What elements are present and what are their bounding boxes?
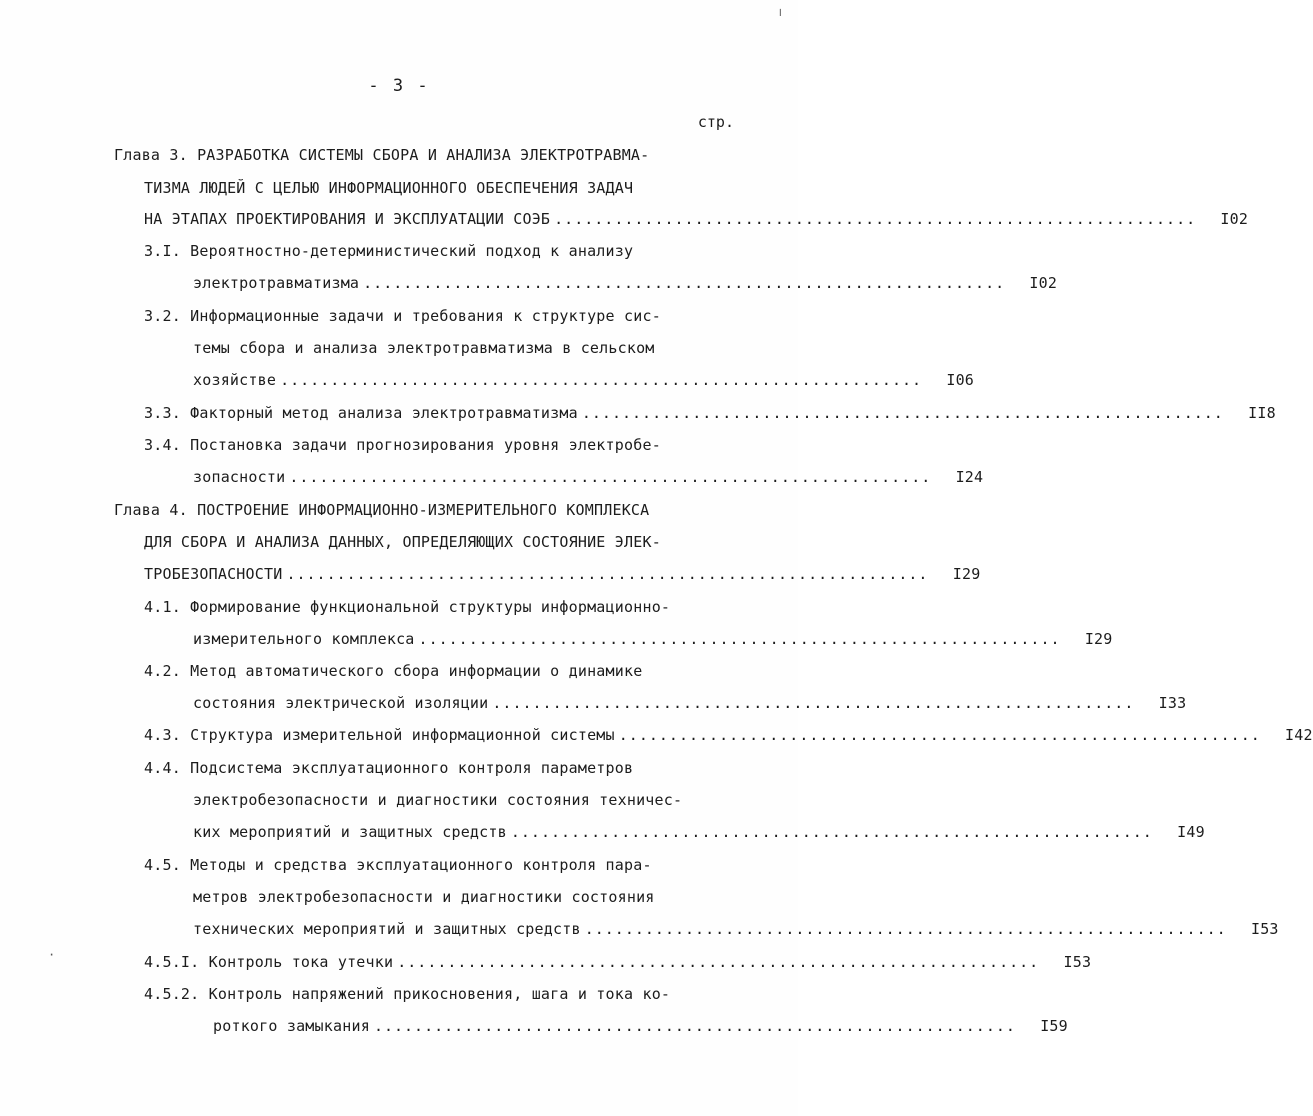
toc-text: темы сбора и анализа электротравматизма в сельском xyxy=(193,339,655,357)
toc-line-section-3-2 xyxy=(144,305,734,327)
toc-text: НА ЭТАПАХ ПРОЕКТИРОВАНИЯ И ЭКСПЛУАТАЦИИ СОЭБ xyxy=(144,210,551,228)
page-column-header: стр. xyxy=(697,113,734,131)
toc-page-number: I02 xyxy=(1029,274,1058,292)
toc-text: электробезопасности и диагностики состояния техничес- xyxy=(193,791,683,809)
toc-line-section-4-1 xyxy=(144,596,734,618)
toc-page-number: I29 xyxy=(952,565,981,583)
toc-line-section-4-5-1 xyxy=(144,951,1092,973)
toc-line xyxy=(144,531,734,553)
toc-leader-dots: ................................................................ xyxy=(618,726,1261,744)
toc-line-section-4-5-2 xyxy=(144,983,734,1005)
toc-line-chapter-4-title xyxy=(114,499,734,521)
toc-line-section-3-3 xyxy=(144,402,1276,424)
toc-text: 4.3. Структура измерительной информационной системы xyxy=(144,726,615,744)
toc-line xyxy=(193,272,1058,294)
toc-text: 3.3. Факторный метод анализа электротравматизма xyxy=(144,404,578,422)
toc-line xyxy=(193,628,1113,650)
toc-line-section-4-2 xyxy=(144,660,734,682)
toc-text: ДЛЯ СБОРА И АНАЛИЗА ДАННЫХ, ОПРЕДЕЛЯЮЩИХ СОСТОЯНИЕ ЭЛЕК- xyxy=(144,533,661,551)
toc-leader-dots: ................................................................ xyxy=(581,404,1224,422)
toc-text: электротравматизма xyxy=(193,274,360,292)
toc-text: ких мероприятий и защитных средств xyxy=(193,823,507,841)
toc-line xyxy=(144,208,1249,230)
toc-text: состояния электрической изоляции xyxy=(193,694,489,712)
toc-leader-dots: ................................................................ xyxy=(554,210,1197,228)
toc-page-number: I49 xyxy=(1177,823,1205,841)
toc-page-number: I33 xyxy=(1158,694,1187,712)
toc-leader-dots: ................................................................ xyxy=(373,1017,1016,1035)
toc-text: 3.I. Вероятностно-детерминистический подход к анализу xyxy=(144,242,634,260)
toc-leader-dots: ................................................................ xyxy=(397,953,1040,971)
toc-leader-dots: ................................................................ xyxy=(584,920,1227,938)
toc-line xyxy=(193,692,1187,714)
toc-text: 4.1. Формирование функциональной структуры информационно- xyxy=(144,598,671,616)
toc-line-section-4-3 xyxy=(144,724,1313,746)
toc-text: измерительного комплекса xyxy=(193,630,415,648)
toc-line xyxy=(193,337,734,359)
toc-text: 4.4. Подсистема эксплуатационного контроля параметров xyxy=(144,759,634,777)
toc-text: 3.4. Постановка задачи прогнозирования уровня электробе- xyxy=(144,436,661,454)
toc-line xyxy=(193,466,984,488)
toc-line xyxy=(193,821,1205,843)
toc-text: 4.2. Метод автоматического сбора информации о динамике xyxy=(144,662,643,680)
toc-text: Глава 4. ПОСТРОЕНИЕ ИНФОРМАЦИОННО-ИЗМЕРИТЕЛЬНОГО КОМПЛЕКСА xyxy=(114,501,650,519)
toc-text: 4.5. Методы и средства эксплуатационного контроля пара- xyxy=(144,856,652,874)
toc-text: 3.2. Информационные задачи и требования к структуре сис- xyxy=(144,307,661,325)
toc-text: метров электробезопасности и диагностики состояния xyxy=(193,888,655,906)
toc-line xyxy=(193,918,1279,940)
toc-leader-dots: ................................................................ xyxy=(286,565,929,583)
toc-leader-dots: ................................................................ xyxy=(510,823,1153,841)
toc-line xyxy=(193,886,734,908)
toc-leader-dots: ................................................................ xyxy=(280,371,923,389)
toc-line-section-4-5 xyxy=(144,854,734,876)
toc-page-number: I53 xyxy=(1063,953,1092,971)
toc-page-number: I42 xyxy=(1285,726,1313,744)
toc-line-section-3-1 xyxy=(144,240,734,262)
toc-line xyxy=(144,563,981,585)
toc-line-section-4-4 xyxy=(144,757,734,779)
toc-leader-dots: ................................................................ xyxy=(492,694,1135,712)
toc-text: ТРОБЕЗОПАСНОСТИ xyxy=(144,565,283,583)
toc-text: ТИЗМА ЛЮДЕЙ С ЦЕЛЬЮ ИНФОРМАЦИОННОГО ОБЕСПЕЧЕНИЯ ЗАДАЧ xyxy=(144,179,634,197)
toc-text: 4.5.2. Контроль напряжений прикосновения, шага и тока ко- xyxy=(144,985,671,1003)
toc-page-number: I24 xyxy=(955,468,984,486)
toc-leader-dots: ................................................................ xyxy=(418,630,1061,648)
toc-page-number: I29 xyxy=(1084,630,1113,648)
toc-page-number: I02 xyxy=(1220,210,1249,228)
page-number: - 3 - xyxy=(368,76,430,96)
toc-leader-dots: ................................................................ xyxy=(363,274,1006,292)
toc-leader-dots: ................................................................ xyxy=(289,468,932,486)
scan-corner-mark: ╷ xyxy=(776,2,784,16)
toc-text: хозяйстве xyxy=(193,371,277,389)
toc-text: 4.5.I. Контроль тока утечки xyxy=(144,953,394,971)
toc-line xyxy=(193,369,975,391)
scan-speck-mark: · xyxy=(48,948,56,962)
toc-text: Глава 3. РАЗРАБОТКА СИСТЕМЫ СБОРА И АНАЛИЗА ЭЛЕКТРОТРАВМА- xyxy=(114,146,650,164)
toc-line xyxy=(193,789,734,811)
toc-page-number: I59 xyxy=(1040,1017,1068,1035)
toc-text: роткого замыкания xyxy=(213,1017,370,1035)
toc-line-section-3-4 xyxy=(144,434,734,456)
toc-page-number: I06 xyxy=(946,371,975,389)
toc-line xyxy=(213,1015,1068,1037)
toc-text: зопасности xyxy=(193,468,286,486)
toc-text: технических мероприятий и защитных средств xyxy=(193,920,581,938)
toc-page-number: II8 xyxy=(1248,404,1276,422)
toc-line xyxy=(144,177,734,199)
toc-page-number: I53 xyxy=(1250,920,1279,938)
toc-line-chapter-3-title xyxy=(114,144,734,166)
